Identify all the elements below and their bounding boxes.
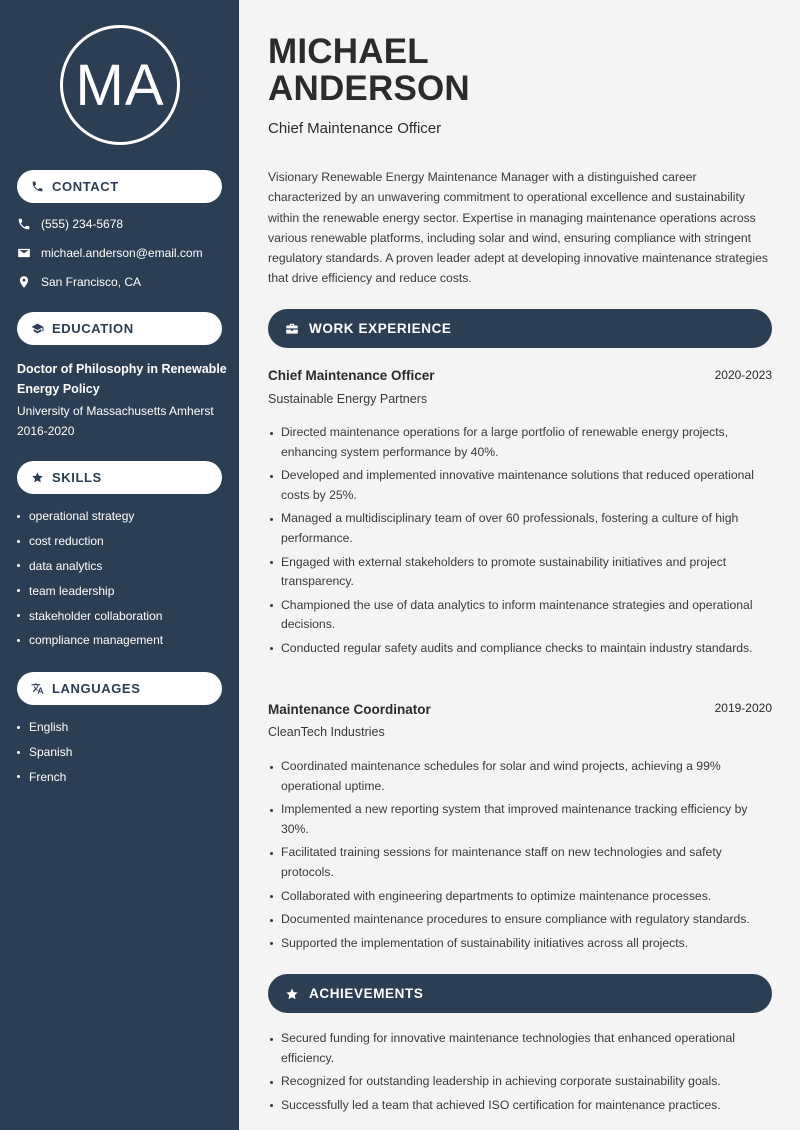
location-text: San Francisco, CA <box>41 275 142 289</box>
phone-icon <box>17 217 31 231</box>
job-dates: 2020-2023 <box>714 368 772 382</box>
work-experience-heading-label: WORK EXPERIENCE <box>309 321 452 336</box>
achievement-item: Recognized for outstanding leadership in achieving corporate sustainability goals. <box>268 1072 772 1092</box>
skills-list <box>17 504 163 653</box>
contact-email <box>17 246 203 260</box>
avatar: MA <box>60 25 180 145</box>
education-heading-label: EDUCATION <box>52 321 134 336</box>
summary-text: Visionary Renewable Energy Maintenance Manager with a distinguished career characterized by an unwavering commitment to operational excellence and sustainability within the renewable energy sector. Expertise in managing maintenance operations across various renewable platforms, including solar and wind, ensuring compliance with stringent regulatory standards. A proven leader adept at developing innovative maintenance strategies that drive efficiency and reduce costs. <box>268 170 769 286</box>
skill-item: compliance management <box>17 628 163 653</box>
job-bullet: Developed and implemented innovative maintenance solutions that reduced operational costs by 25%. <box>268 466 772 505</box>
job-bullet: Engaged with external stakeholders to promote sustainability initiatives and project transparency. <box>268 553 772 592</box>
language-item: French <box>17 765 72 790</box>
skill-item: cost reduction <box>17 529 163 554</box>
job-bullet: Conducted regular safety audits and compliance checks to maintain industry standards. <box>268 639 772 659</box>
job-bullet: Coordinated maintenance schedules for solar and wind projects, achieving a 99% operational uptime. <box>268 757 772 796</box>
job-title: Maintenance Coordinator <box>268 702 431 717</box>
contact-phone <box>17 217 123 231</box>
briefcase-icon <box>285 322 299 336</box>
achievements-heading <box>268 974 772 1013</box>
education-degree: Doctor of Philosophy in Renewable Energy Policy <box>17 362 227 396</box>
language-item: Spanish <box>17 740 72 765</box>
candidate-name <box>268 33 768 107</box>
education-heading <box>17 312 222 345</box>
graduation-cap-icon <box>31 322 44 335</box>
languages-list <box>17 715 72 789</box>
skills-heading-label: SKILLS <box>52 470 102 485</box>
contact-heading-label: CONTACT <box>52 179 119 194</box>
job-bullet: Supported the implementation of sustainability initiatives across all projects. <box>268 934 772 954</box>
job-dates: 2019-2020 <box>714 701 772 715</box>
job-bullets <box>268 423 772 663</box>
candidate-title: Chief Maintenance Officer <box>268 120 442 137</box>
contact-location <box>17 275 141 289</box>
education-years: 2016-2020 <box>17 424 75 438</box>
job-bullet: Collaborated with engineering departments to optimize maintenance processes. <box>268 887 772 907</box>
star-icon <box>285 987 299 1001</box>
skill-item: stakeholder collaboration <box>17 603 163 628</box>
phone-text: (555) 234-5678 <box>41 217 124 231</box>
job-bullet: Implemented a new reporting system that improved maintenance tracking efficiency by 30%. <box>268 800 772 839</box>
job-title: Chief Maintenance Officer <box>268 368 435 383</box>
achievement-item: Secured funding for innovative maintenance technologies that enhanced operational efficiency. <box>268 1029 772 1068</box>
job-company: CleanTech Industries <box>268 725 385 739</box>
skill-item: operational strategy <box>17 504 163 529</box>
job-bullet: Championed the use of data analytics to inform maintenance strategies and operational decisions. <box>268 596 772 635</box>
star-icon <box>31 471 44 484</box>
phone-icon <box>31 180 44 193</box>
work-experience-heading <box>268 309 772 348</box>
email-text: michael.anderson@email.com <box>41 246 203 260</box>
achievements-list <box>268 1029 772 1120</box>
languages-heading-label: LANGUAGES <box>52 681 141 696</box>
job-bullet: Directed maintenance operations for a large portfolio of renewable energy projects, enhancing system performance by 40%. <box>268 423 772 462</box>
language-item: English <box>17 715 72 740</box>
name-last: ANDERSON <box>268 69 470 108</box>
translate-icon <box>31 682 44 695</box>
achievement-item: Successfully led a team that achieved ISO certification for maintenance practices. <box>268 1096 772 1116</box>
name-first: MICHAEL <box>268 32 429 71</box>
languages-heading <box>17 672 222 705</box>
job-company: Sustainable Energy Partners <box>268 392 428 406</box>
education-school <box>17 401 232 441</box>
education-school-name: University of Massachusetts Amherst <box>17 404 214 418</box>
contact-heading <box>17 170 222 203</box>
skill-item: team leadership <box>17 578 163 603</box>
sidebar <box>0 0 239 1130</box>
job-bullets <box>268 757 772 958</box>
location-pin-icon <box>17 275 31 289</box>
job-bullet: Facilitated training sessions for maintenance staff on new technologies and safety protocols. <box>268 843 772 882</box>
skills-heading <box>17 461 222 494</box>
skill-item: data analytics <box>17 554 163 579</box>
achievements-heading-label: ACHIEVEMENTS <box>309 986 424 1001</box>
job-bullet: Managed a multidisciplinary team of over 60 professionals, fostering a culture of high performance. <box>268 509 772 548</box>
job-bullet: Documented maintenance procedures to ensure compliance with regulatory standards. <box>268 910 772 930</box>
envelope-icon <box>17 246 31 260</box>
